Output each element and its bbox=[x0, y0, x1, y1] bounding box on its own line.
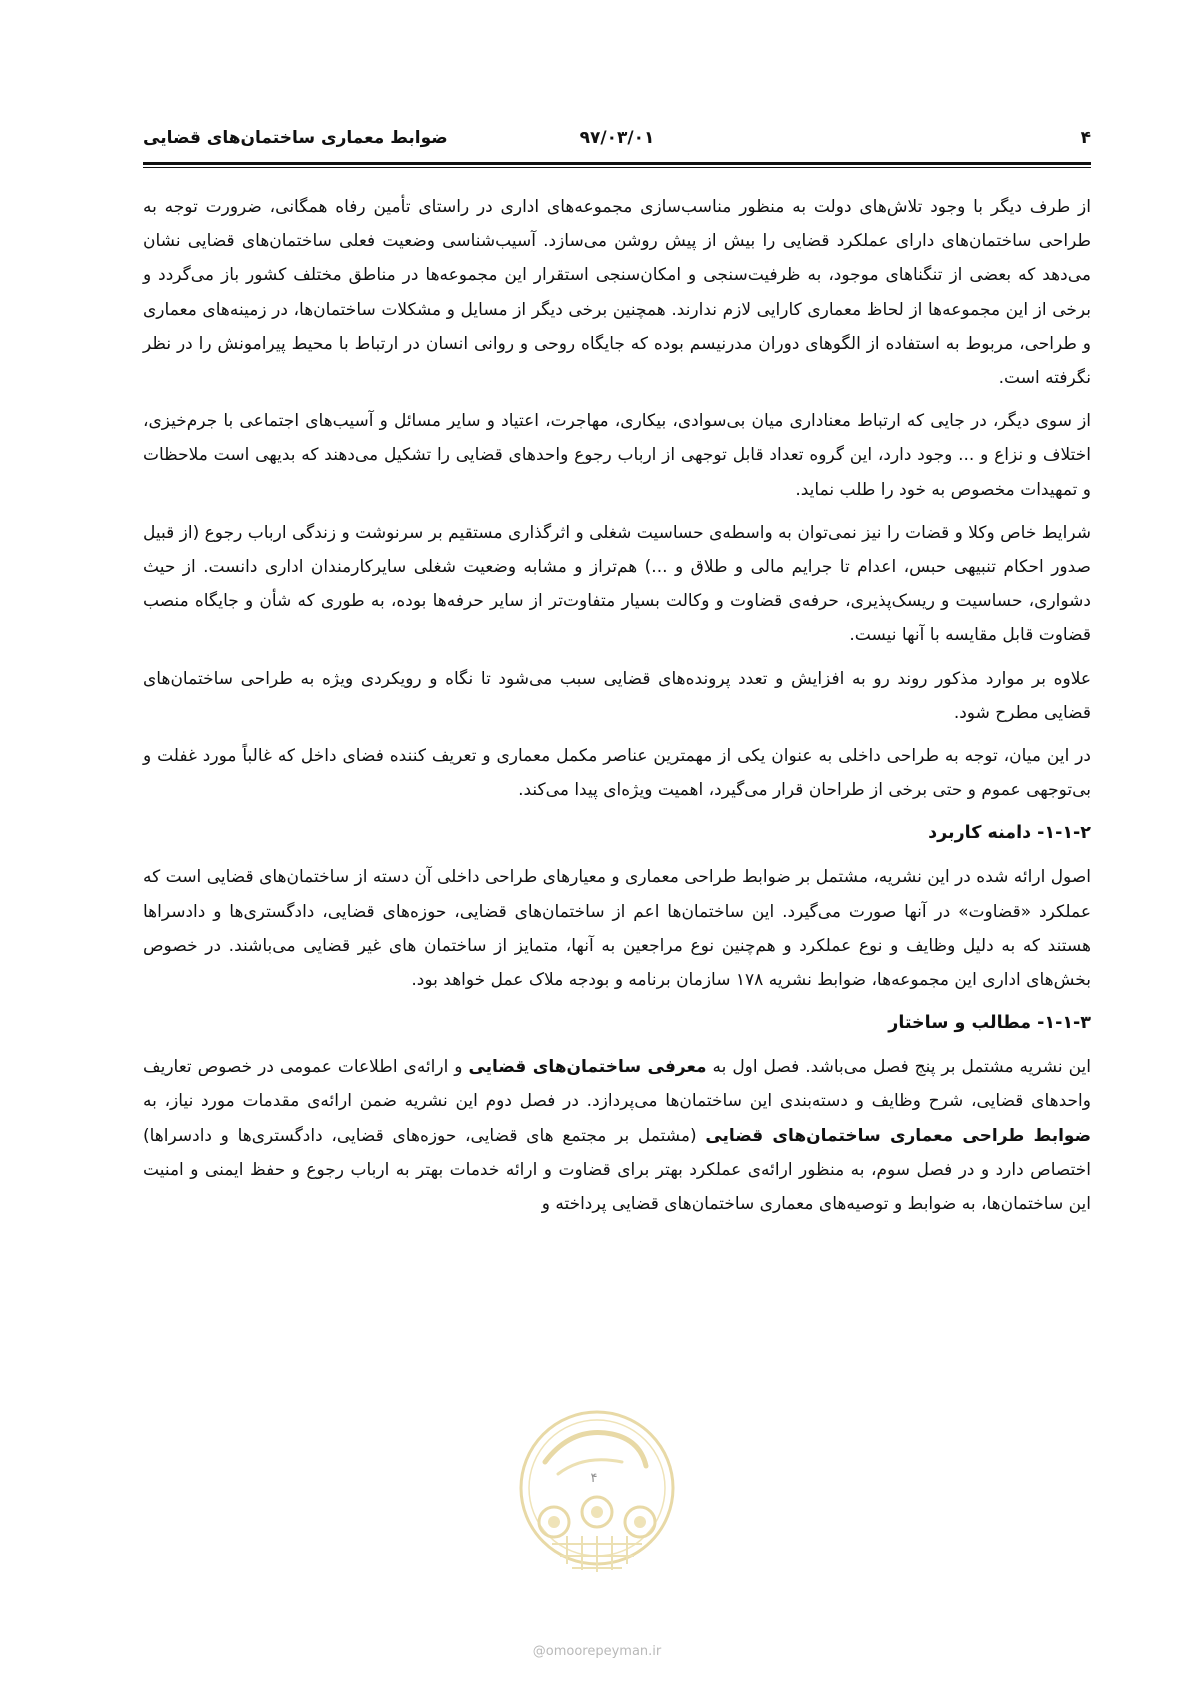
structure-bold-1: معرفی ساختمان‌های قضایی bbox=[468, 1057, 707, 1078]
paragraph-structure bbox=[143, 1050, 1091, 1221]
seal-emblem-icon bbox=[512, 1404, 682, 1589]
paragraph-4: علاوه بر موارد مذکور روند رو به افزایش و تعدد پرونده‌های قضایی سبب می‌شود تا نگاه و رویکردی ویژه به طراحی ساختمان‌های قضایی مطرح شود. bbox=[143, 668, 1091, 723]
section-heading-scope: ۱-۱-۲- دامنه کاربرد bbox=[928, 823, 1091, 844]
paragraph-2: از سوی دیگر، در جایی که ارتباط معناداری میان بی‌سوادی، بیکاری، مهاجرت، اعتیاد و سایر مسائل و آسیب‌های اجتماعی با جرم‌خیزی، اختلاف و نزاع و ... وجود دارد، این گروه تعداد قابل توجهی از ارباب رجوع واحدهای قضایی را تشکیل می‌دهند که بدیهی است ملاحظات و تمهیدات مخصوص به خود را طلب نماید. bbox=[143, 411, 1091, 500]
seal-page-number: ۴ bbox=[590, 1471, 598, 1486]
paragraph-1: از طرف دیگر با وجود تلاش‌های دولت به منظور مناسب‌سازی مجموعه‌های اداری در راستای تأمین رفاه همگانی، ضرورت توجه به طراحی ساختمان‌های دارای عملکرد قضایی را بیش از پیش روشن می‌سازد. آسیب‌شناسی وضعیت فعلی ساختمان‌های قضایی نشان می‌دهد که بعضی از تنگناهای موجود، به ظرفیت‌سنجی و امکان‌سنجی استقرار این مجموعه‌ها در مناطق مختلف کشور باز می‌گردد و برخی از این مجموعه‌ها از لحاظ معماری کارایی لازم ندارند. همچنین برخی دیگر از مسایل و مشکلات ساختمان‌ها، در زمینه‌های معماری و طراحی، مربوط به استفاده از الگوهای دوران مدرنیسم بوده که جایگاه روحی و روانی انسان در ارتباط با محیط پیرامونش را در نظر نگرفته است. bbox=[143, 197, 1091, 389]
paragraph-scope: اصول ارائه شده در این نشریه، مشتمل بر ضوابط طراحی معماری و معیارهای طراحی داخلی آن دسته از ساختمان‌های قضایی است که عملکرد «قضاوت» در آنها صورت می‌گیرد. این ساختمان‌ها اعم از ساختمان‌های قضایی، حوزه‌های قضایی، دادگستری‌ها و دادسراها هستند که به دلیل وظایف و نوع عملکرد و هم‌چنین نوع مراجعین به آنها، متمایز از ساختمان های غیر قضایی می‌باشند. در خصوص بخش‌های اداری این مجموعه‌ها، ضوابط نشریه ۱۷۸ سازمان برنامه و بودجه ملاک عمل خواهد بود. bbox=[143, 867, 1091, 991]
watermark-seal-logo bbox=[512, 1404, 682, 1589]
body-content bbox=[143, 190, 1091, 1230]
structure-text-3: (مشتمل بر مجتمع های قضایی، حوزه‌های قضایی، دادگستری‌ها و دادسراها) اختصاص دارد و در فصل سوم، به منظور ارائه‌ی عملکرد بهتر برای قضاوت و ارائه خدمات بهتر به ارباب رجوع و حفظ ایمنی و امنیت این ساختمان‌ها، به ضوابط و توصیه‌های معماری ساختمان‌های قضایی پرداخته و bbox=[143, 1125, 1091, 1215]
structure-text-2: و ارائه‌ی اطلاعات عمومی در خصوص تعاریف واحدهای قضایی، شرح وظایف و دسته‌بندی این ساختمان‌ها می‌پردازد. در فصل دوم این نشریه ضمن ارائه‌ی مقدمات مورد نیاز، به bbox=[143, 1057, 1091, 1112]
header-title: ضوابط معماری ساختمان‌های قضایی bbox=[143, 128, 448, 148]
paragraph-5: در این میان، توجه به طراحی داخلی به عنوان یکی از مهمترین عناصر مکمل معماری و تعریف کننده فضای داخل که غالباً مورد غفلت و بی‌توجهی عموم و حتی برخی از طراحان قرار می‌گیرد، اهمیت ویژه‌ای پیدا می‌کند. bbox=[143, 746, 1091, 801]
footer-watermark-url: @omoorepeyman.ir bbox=[532, 1644, 662, 1659]
section-heading-structure: ۱-۱-۳- مطالب و ساختار bbox=[888, 1013, 1091, 1034]
header-rule-thick bbox=[143, 162, 1091, 165]
page-header bbox=[143, 128, 1091, 154]
header-date: ۹۷/۰۳/۰۱ bbox=[579, 128, 655, 148]
header-page-number: ۴ bbox=[1080, 128, 1091, 148]
structure-bold-2: ضوابط طراحی معماری ساختمان‌های قضایی bbox=[705, 1125, 1091, 1146]
paragraph-3: شرایط خاص وکلا و قضات را نیز نمی‌توان به واسطه‌ی حساسیت شغلی و اثرگذاری مستقیم بر سرنوشت و زندگی ارباب رجوع (از قبیل صدور احکام تنبیهی حبس، اعدام تا جرایم مالی و طلاق و ...) هم‌تراز و مشابه وضعیت شغلی سایرکارمندان اداری دانست. از حیث دشواری، حساسیت و ریسک‌پذیری، حرفه‌ی قضاوت و وکالت بسیار متفاوت‌تر از سایر حرفه‌ها بوده، به طوری که شأن و جایگاه منصب قضاوت قابل مقایسه با آنها نیست. bbox=[143, 522, 1091, 646]
structure-text-1: این نشریه مشتمل بر پنج فصل می‌باشد. فصل اول به bbox=[706, 1057, 1092, 1078]
header-rule-thin bbox=[143, 167, 1091, 168]
